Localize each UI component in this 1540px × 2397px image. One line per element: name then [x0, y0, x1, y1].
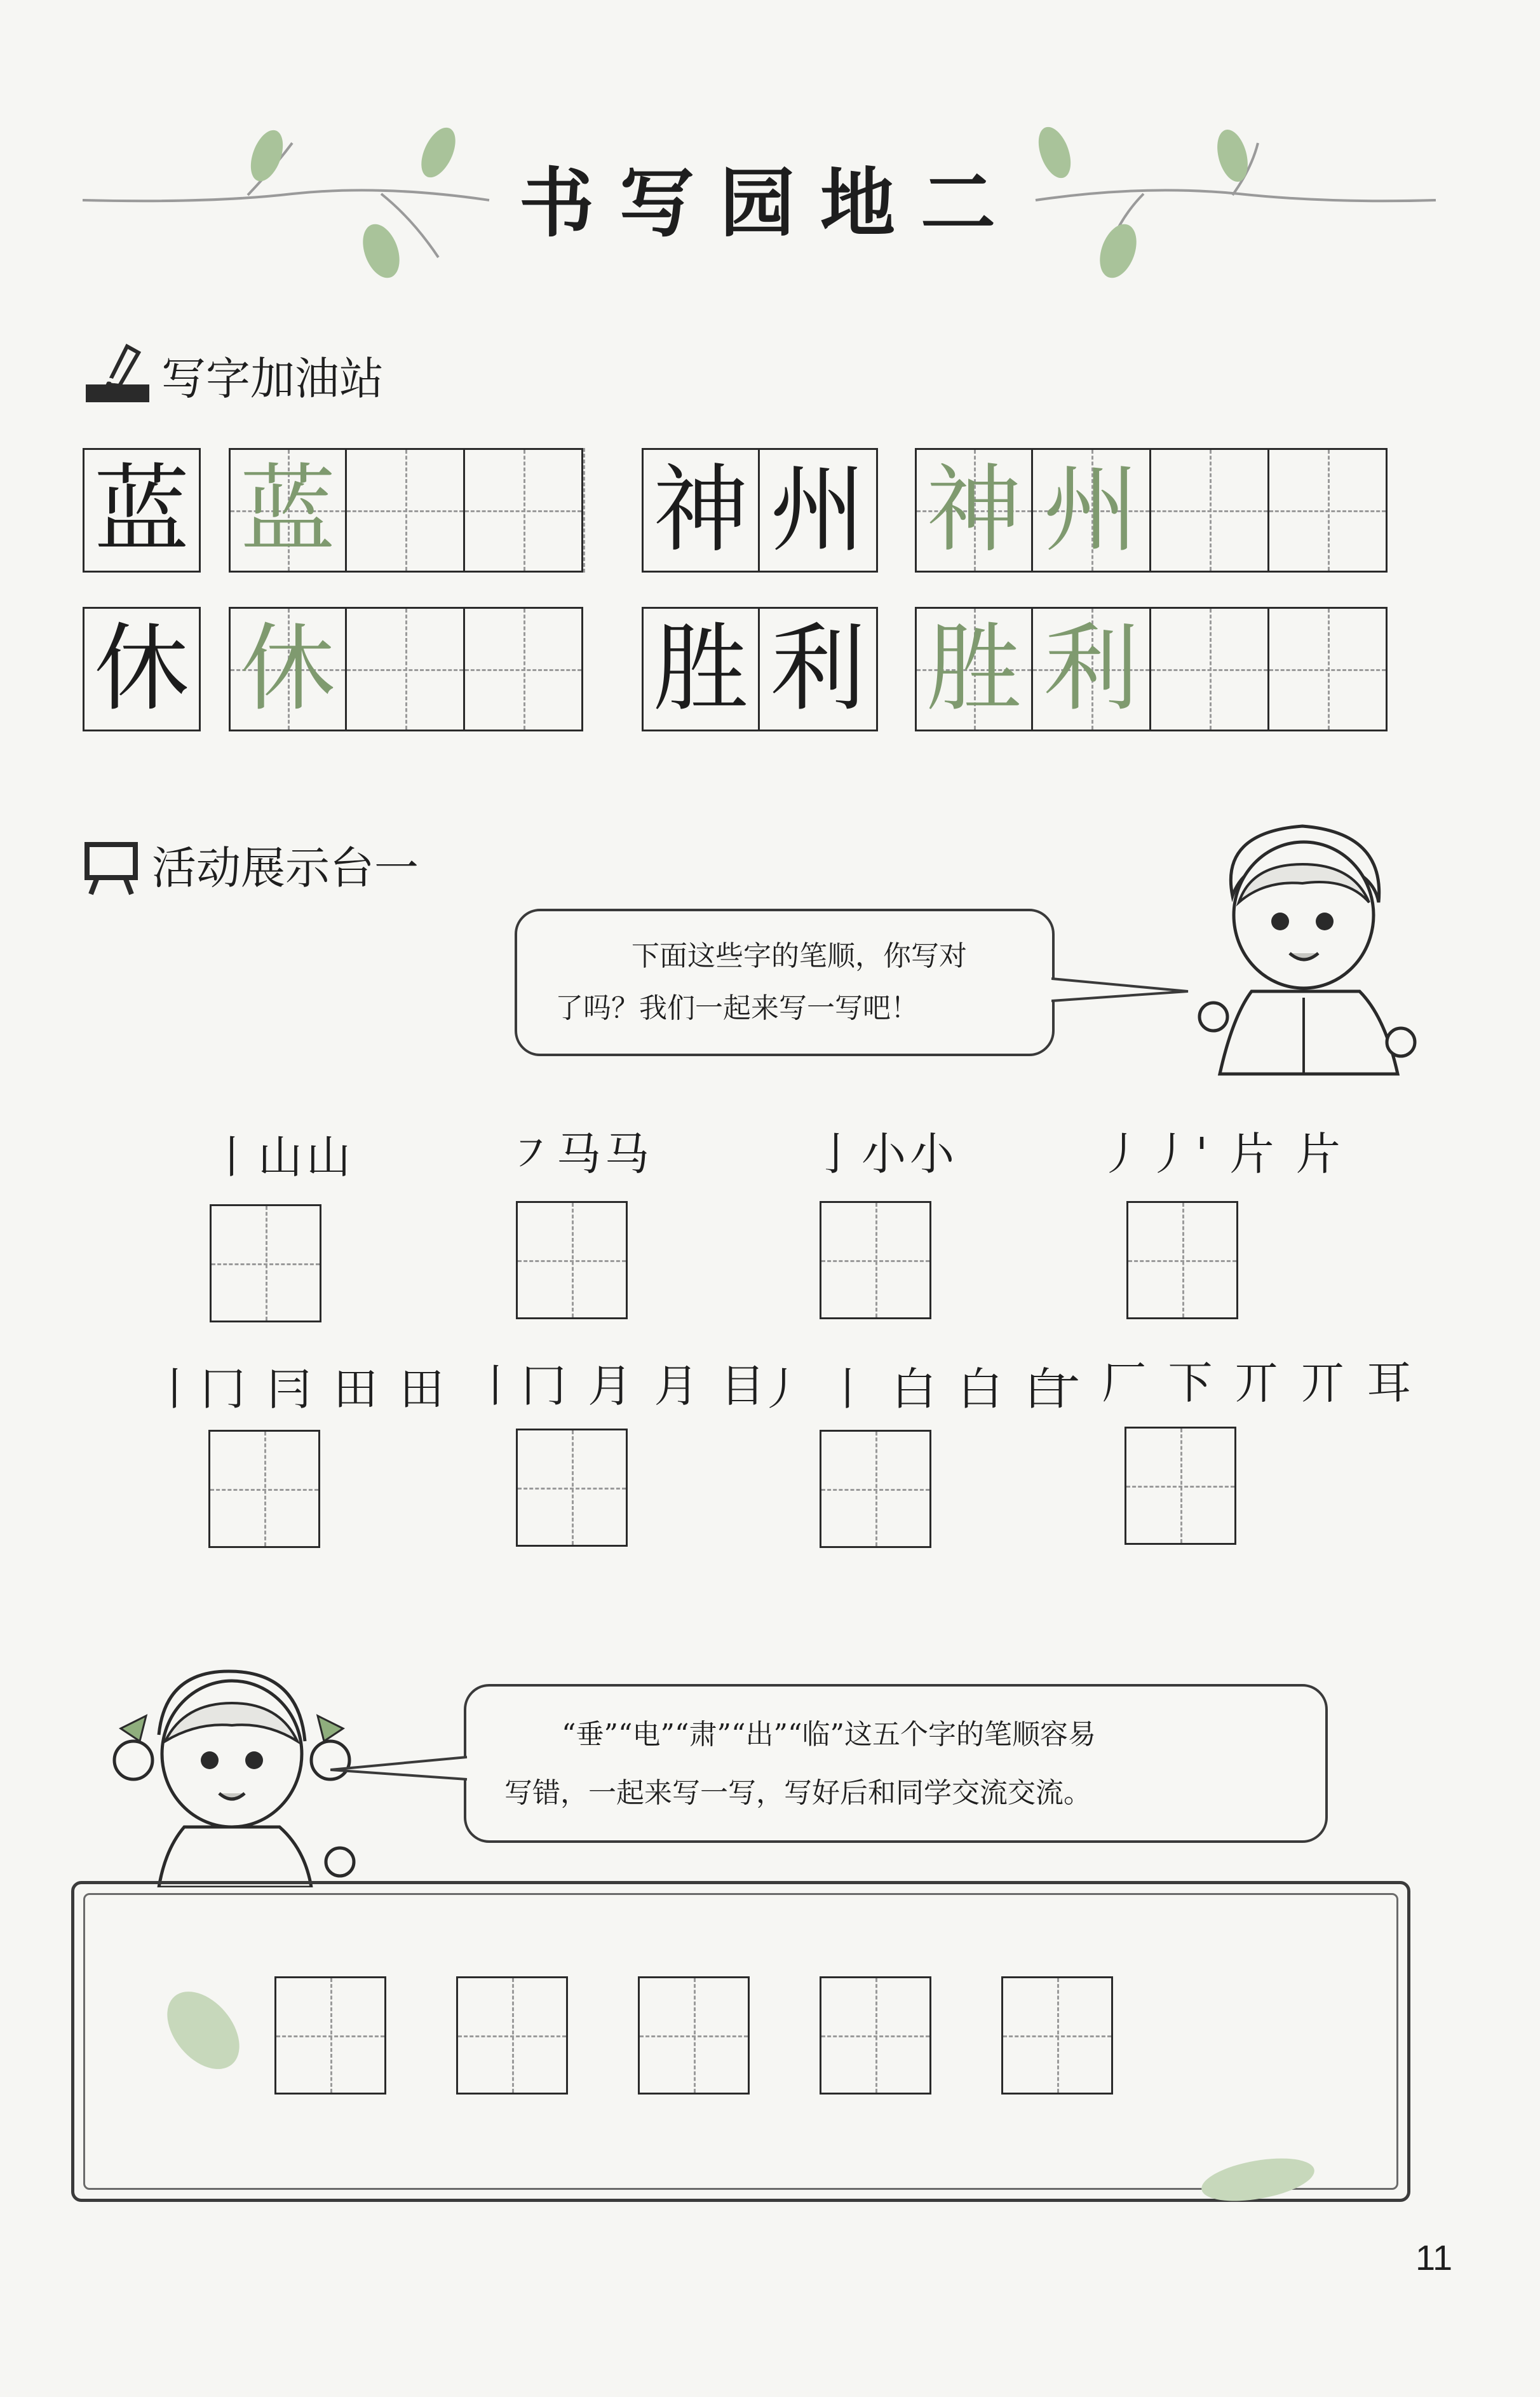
practice-row-lan-trace [229, 448, 583, 573]
empty-practice-cell[interactable] [1269, 607, 1388, 731]
boy-illustration [1194, 807, 1423, 1080]
practice-row-xiu-trace [229, 607, 583, 731]
page-number: 11 [1415, 2237, 1453, 2278]
bubble-tail [330, 1751, 470, 1789]
bubble-text-line: 下面这些字的笔顺，你写对 [632, 940, 967, 972]
stroke-order-er: 一 厂 下 丌 丌 耳 [1036, 1357, 1415, 1409]
empty-practice-cell[interactable] [347, 607, 465, 731]
model-character-cell: 利 [760, 607, 878, 731]
empty-practice-cell[interactable] [347, 448, 465, 573]
trace-character-cell[interactable]: 利 [1033, 607, 1151, 731]
bubble-text-line: 写错，一起来写一写，写好后和同学交流交流。 [504, 1777, 1091, 1809]
practice-box-er[interactable] [1125, 1427, 1236, 1545]
stroke-order-pian: 丿丿' 片 片 [1099, 1128, 1344, 1180]
bubble-text-line: 了吗？我们一起来写一写吧！ [555, 992, 919, 1024]
practice-box-chu[interactable] [820, 1976, 931, 2095]
empty-practice-cell[interactable] [465, 448, 583, 573]
section-heading-label: 活动展示台一 [152, 842, 419, 894]
empty-practice-cell[interactable] [465, 607, 583, 731]
practice-box-dian[interactable] [456, 1976, 568, 2095]
practice-row-lan [83, 448, 201, 573]
model-character-cell: 神 [642, 448, 760, 573]
stroke-order-mu: 丨冂 月 月 目 [473, 1360, 769, 1412]
trace-character-cell[interactable]: 胜 [915, 607, 1033, 731]
trace-character-cell[interactable]: 神 [915, 448, 1033, 573]
practice-row-shenzhou-trace [915, 448, 1388, 573]
model-character-cell: 州 [760, 448, 878, 573]
practice-row-shengli-model [642, 607, 878, 731]
easel-icon [79, 833, 143, 897]
model-character-cell: 休 [83, 607, 201, 731]
model-character-cell: 蓝 [83, 448, 201, 573]
practice-row-shengli-trace [915, 607, 1388, 731]
model-character-cell: 胜 [642, 607, 760, 731]
practice-box-lin[interactable] [1001, 1976, 1113, 2095]
practice-box-ma[interactable] [516, 1201, 628, 1319]
bubble-text-line: “垂”“电”“肃”“出”“临”这五个字的笔顺容易 [562, 1718, 1096, 1751]
empty-practice-cell[interactable] [1151, 448, 1269, 573]
trace-character-cell[interactable]: 州 [1033, 448, 1151, 573]
section-heading-label: 写字加油站 [161, 352, 384, 405]
empty-practice-cell[interactable] [1151, 607, 1269, 731]
practice-box-bai[interactable] [820, 1430, 931, 1548]
writing-brush-icon [83, 340, 152, 410]
practice-box-chui[interactable] [274, 1976, 386, 2095]
trace-character-cell[interactable]: 休 [229, 607, 347, 731]
practice-box-tian[interactable] [208, 1430, 320, 1548]
trace-character-cell[interactable]: 蓝 [229, 448, 347, 573]
practice-box-mu[interactable] [516, 1429, 628, 1547]
stroke-order-ma: ㇇马马 [508, 1128, 653, 1180]
stroke-order-xiao: 亅小小 [813, 1128, 958, 1180]
stroke-order-shan: 丨山山 [210, 1131, 355, 1183]
right-vine-decoration [1029, 124, 1442, 289]
practice-row-shenzhou-model [642, 448, 878, 573]
speech-bubble-girl [464, 1684, 1328, 1843]
section-heading-activity [79, 832, 419, 897]
bubble-tail [1051, 972, 1191, 1010]
empty-practice-cell[interactable] [1269, 448, 1388, 573]
practice-box-shan[interactable] [210, 1204, 321, 1322]
stroke-order-tian: 丨冂 冃 田 田 [152, 1363, 448, 1415]
leaf-decoration [152, 1983, 254, 2078]
practice-row-xiu [83, 607, 201, 731]
practice-box-su[interactable] [638, 1976, 750, 2095]
practice-box-xiao[interactable] [820, 1201, 931, 1319]
stroke-order-bai: 丿 丨 白 白 白 [759, 1363, 1073, 1415]
speech-bubble-boy [515, 909, 1055, 1056]
section-heading-writing [83, 340, 384, 410]
page-title: 书写园地二 [518, 159, 1021, 247]
practice-box-pian[interactable] [1126, 1201, 1238, 1319]
leaf-decoration [1194, 2148, 1321, 2205]
